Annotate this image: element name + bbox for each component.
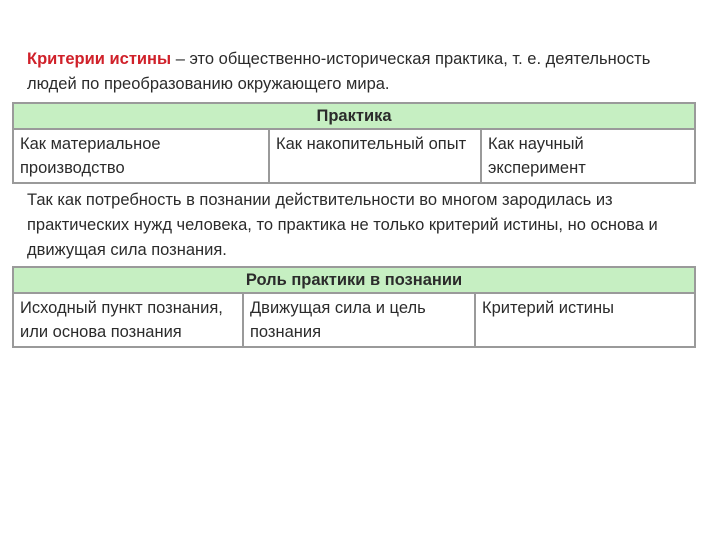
practice-table bbox=[12, 102, 696, 184]
role-cell-starting-point: Исходный пункт познания, или основа познания bbox=[13, 293, 243, 347]
table-row bbox=[13, 129, 695, 183]
role-cell-criterion: Критерий истины bbox=[475, 293, 695, 347]
practice-table-header: Практика bbox=[13, 103, 695, 129]
intro-paragraph bbox=[27, 47, 697, 97]
table-row bbox=[13, 293, 695, 347]
practice-cell-production: Как материальное производство bbox=[13, 129, 269, 183]
intro-text: – это общественно-историческая практика, т. е. деятельность людей по преобразованию окружающего мира. bbox=[27, 50, 651, 93]
practice-cell-experience: Как накопительный опыт bbox=[269, 129, 481, 183]
intro-term: Критерии истины bbox=[27, 50, 172, 68]
role-table bbox=[12, 266, 696, 348]
role-table-header: Роль практики в познании bbox=[13, 267, 695, 293]
role-cell-driving-force: Движущая сила и цель познания bbox=[243, 293, 475, 347]
practice-cell-experiment: Как научный эксперимент bbox=[481, 129, 695, 183]
middle-paragraph: Так как потребность в познании действительности во многом зародилась из практических нужд человека, то практика не только критерий истины, но основа и движущая сила познания. bbox=[27, 191, 658, 259]
